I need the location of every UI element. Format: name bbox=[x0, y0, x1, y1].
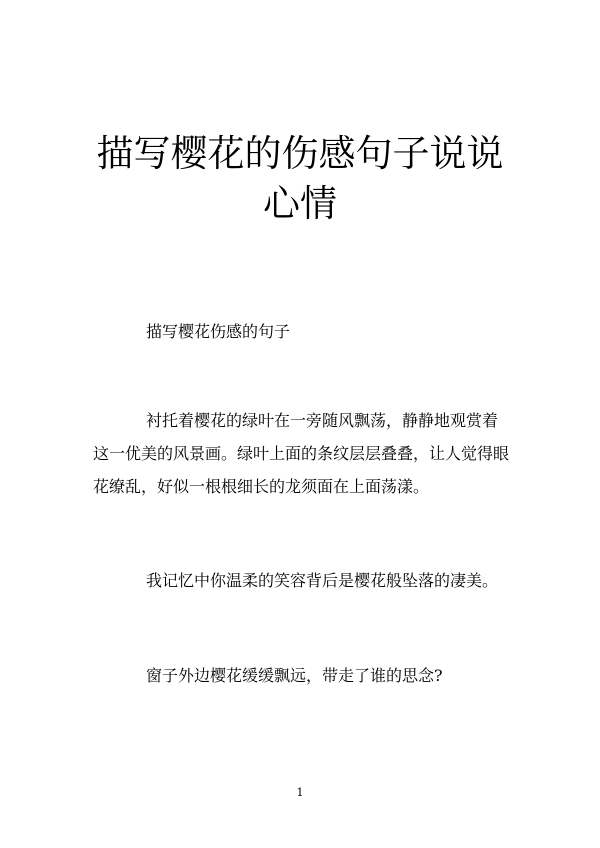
paragraph-1: 衬托着樱花的绿叶在一旁随风飘荡，静静地观赏着这一优美的风景画。绿叶上面的条纹层层叠叠，让人觉得眼花缭乱，好似一根根细长的龙须面在上面荡漾。 bbox=[93, 411, 510, 496]
title-line-2: 心情 bbox=[263, 181, 337, 225]
page-title bbox=[60, 129, 540, 229]
title-line-1: 描写樱花的伤感句子说说 bbox=[96, 131, 504, 175]
paragraph-3: 窗子外边樱花缓缓飘远，带走了谁的思念? bbox=[146, 666, 443, 685]
subheading: 描写樱花伤感的句子 bbox=[146, 322, 291, 341]
paragraph-2: 我记忆中你温柔的笑容背后是樱花般坠落的凄美。 bbox=[146, 571, 499, 590]
page-number: 1 bbox=[296, 786, 304, 799]
